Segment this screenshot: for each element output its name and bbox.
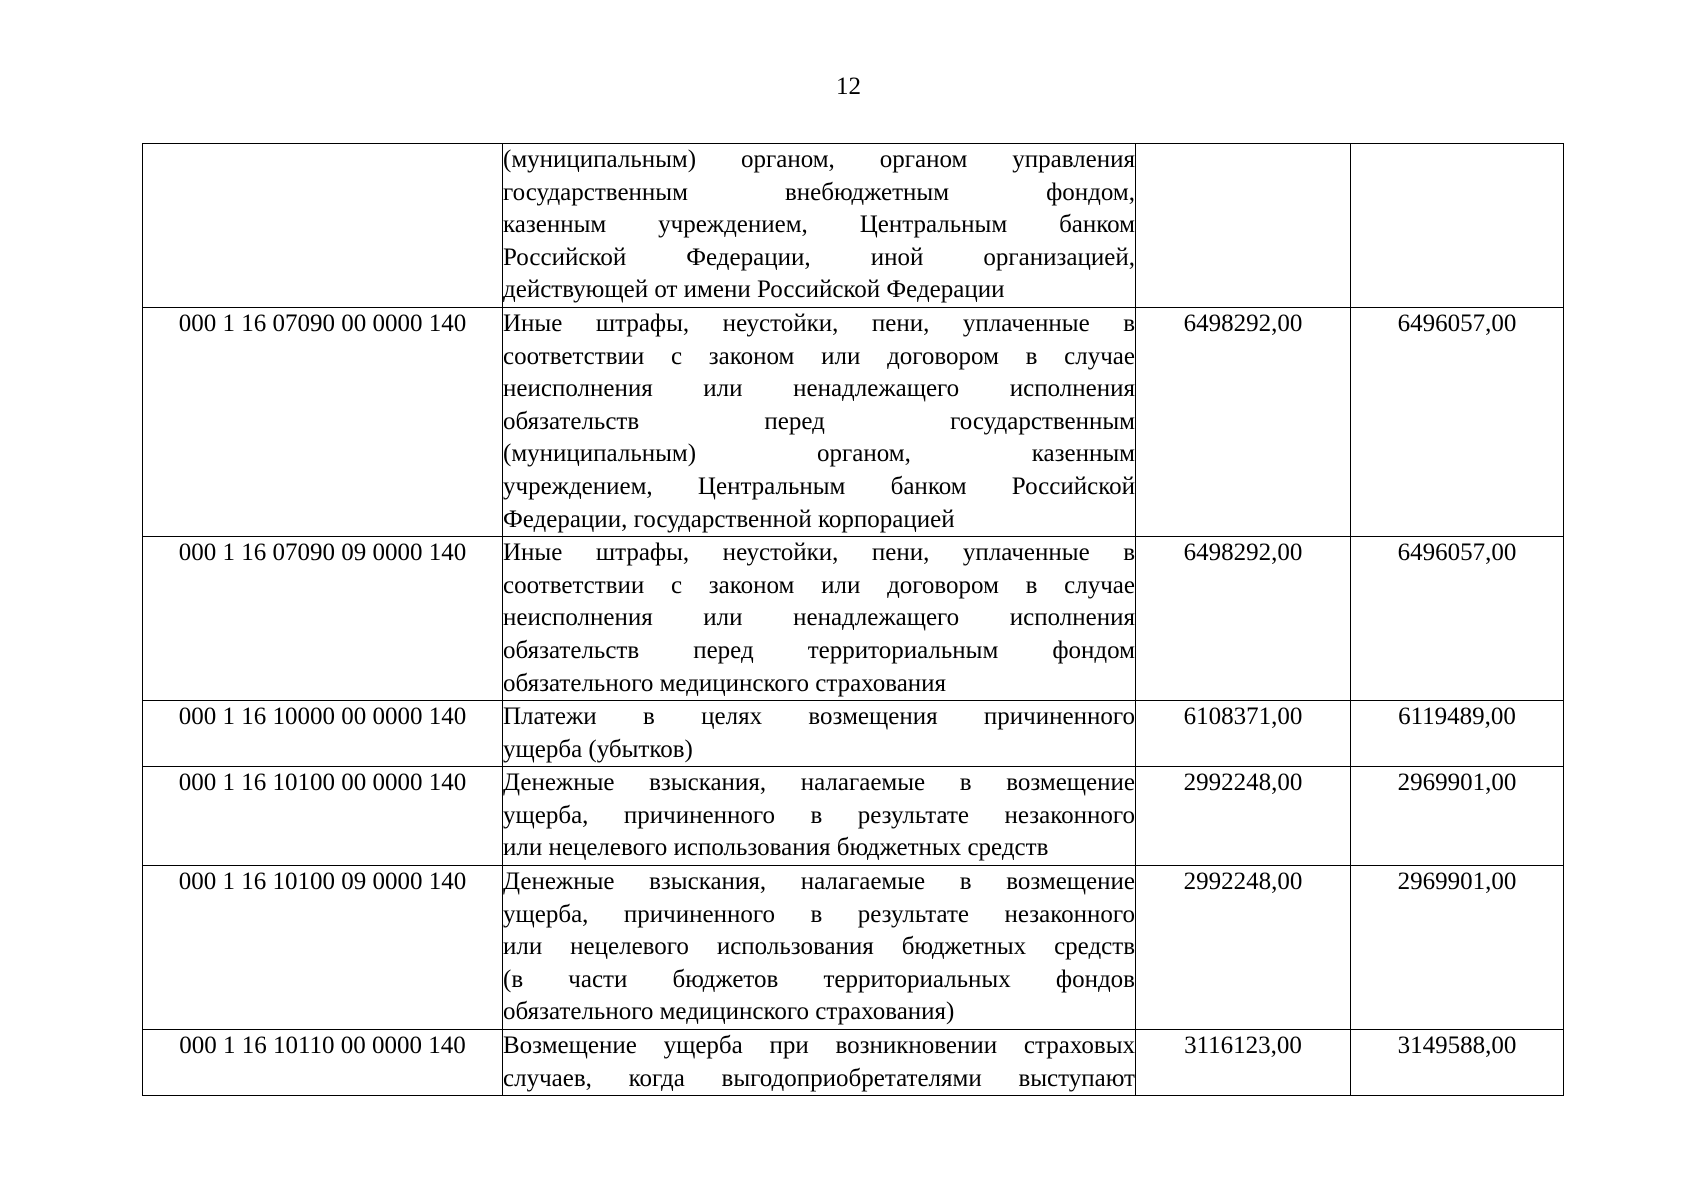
revenue-name-cell <box>503 537 1136 701</box>
table-row <box>143 866 1564 1030</box>
page-number: 12 <box>836 73 861 100</box>
budget-code-cell: 000 1 16 10100 09 0000 140 <box>143 866 503 1030</box>
amount-year-2-cell <box>1351 144 1564 308</box>
budget-revenue-table <box>142 143 1564 1096</box>
revenue-name-line: соответствии с законом или договором в случае <box>503 342 1135 370</box>
amount-year-1-cell: 2992248,00 <box>1136 767 1351 866</box>
revenue-name-line: казенным учреждением, Центральным банком <box>503 211 1135 239</box>
budget-code-cell: 000 1 16 10110 00 0000 140 <box>143 1030 503 1096</box>
revenue-name-cell <box>503 307 1136 536</box>
revenue-name-cell <box>503 767 1136 866</box>
table-row <box>143 537 1564 701</box>
budget-code-cell: 000 1 16 10100 00 0000 140 <box>143 767 503 866</box>
revenue-name-line: Российской Федерации, иной организацией, <box>503 243 1135 271</box>
revenue-name-line: или нецелевого использования бюджетных средств <box>503 834 1049 862</box>
budget-code-cell: 000 1 16 07090 09 0000 140 <box>143 537 503 701</box>
revenue-name-line: учреждением, Центральным банком Российской <box>503 472 1135 500</box>
amount-year-2-cell: 2969901,00 <box>1351 767 1564 866</box>
budget-code-cell: 000 1 16 07090 00 0000 140 <box>143 307 503 536</box>
revenue-name-line: (муниципальным) органом, органом управления <box>503 146 1135 173</box>
revenue-name-line: обязательного медицинского страхования <box>503 669 947 697</box>
revenue-name-line: Денежные взыскания, налагаемые в возмещение <box>503 868 1135 896</box>
revenue-name-cell <box>503 866 1136 1030</box>
amount-year-2-cell: 6119489,00 <box>1351 701 1564 767</box>
revenue-name-line: неисполнения или ненадлежащего исполнения <box>503 375 1135 403</box>
revenue-name-line: ущерба, причиненного в результате незаконного <box>503 801 1135 829</box>
amount-year-1-cell <box>1136 144 1351 308</box>
revenue-name-line: Денежные взыскания, налагаемые в возмещение <box>503 769 1135 797</box>
revenue-name-line: государственным внебюджетным фондом, <box>503 178 1135 206</box>
revenue-name-cell <box>503 144 1136 308</box>
budget-code-cell: 000 1 16 10000 00 0000 140 <box>143 701 503 767</box>
revenue-name-line: ущерба (убытков) <box>503 735 693 763</box>
amount-year-1-cell: 6498292,00 <box>1136 307 1351 536</box>
table-row <box>143 307 1564 536</box>
revenue-name-line: (муниципальным) органом, казенным <box>503 440 1135 468</box>
amount-year-2-cell: 6496057,00 <box>1351 537 1564 701</box>
revenue-name-line: Федерации, государственной корпорацией <box>503 505 955 533</box>
revenue-name-line: действующей от имени Российской Федерации <box>503 276 1005 304</box>
revenue-name-cell <box>503 1030 1136 1096</box>
revenue-name-line: ущерба, причиненного в результате незаконного <box>503 900 1135 928</box>
amount-year-1-cell: 2992248,00 <box>1136 866 1351 1030</box>
table-body <box>143 144 1564 1096</box>
revenue-name-line: обязательного медицинского страхования) <box>503 998 955 1026</box>
amount-year-2-cell: 2969901,00 <box>1351 866 1564 1030</box>
revenue-name-line: обязательств перед государственным <box>503 407 1135 435</box>
revenue-name-line: Иные штрафы, неустойки, пени, уплаченные в <box>503 309 1135 337</box>
revenue-name-line: или нецелевого использования бюджетных средств <box>503 933 1135 961</box>
amount-year-1-cell: 6108371,00 <box>1136 701 1351 767</box>
revenue-name-line: обязательств перед территориальным фондом <box>503 636 1135 664</box>
revenue-name-line: Возмещение ущерба при возникновении страховых <box>503 1032 1135 1060</box>
revenue-name-line: соответствии с законом или договором в случае <box>503 571 1135 599</box>
revenue-name-line: Платежи в целях возмещения причиненного <box>503 703 1135 731</box>
amount-year-1-cell: 3116123,00 <box>1136 1030 1351 1096</box>
table-row <box>143 1030 1564 1096</box>
table-row <box>143 767 1564 866</box>
amount-year-1-cell: 6498292,00 <box>1136 537 1351 701</box>
revenue-name-line: Иные штрафы, неустойки, пени, уплаченные в <box>503 539 1135 567</box>
revenue-name-cell <box>503 701 1136 767</box>
revenue-name-line: случаев, когда выгодоприобретателями выступают <box>503 1064 1135 1092</box>
table-row <box>143 144 1564 308</box>
revenue-name-line: (в части бюджетов территориальных фондов <box>503 965 1135 993</box>
revenue-name-line: неисполнения или ненадлежащего исполнения <box>503 604 1135 632</box>
table-row <box>143 701 1564 767</box>
amount-year-2-cell: 3149588,00 <box>1351 1030 1564 1096</box>
amount-year-2-cell: 6496057,00 <box>1351 307 1564 536</box>
budget-code-cell <box>143 144 503 308</box>
